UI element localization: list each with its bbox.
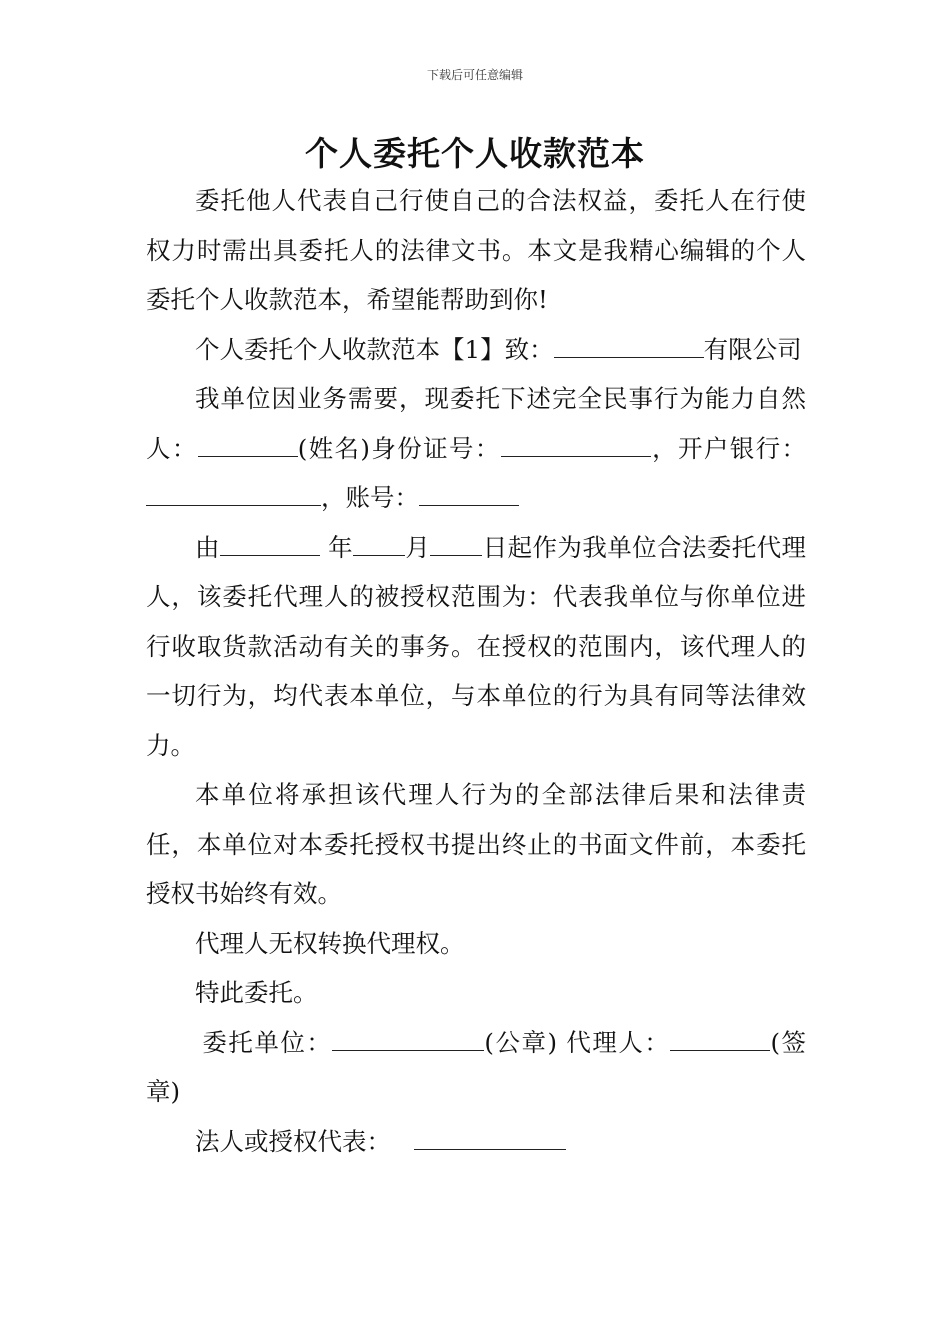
addressee-suffix: 有限公司 [703,334,802,364]
signature-part2: (公章) 代理人： [484,1027,671,1057]
paragraph-addressee [146,325,806,375]
scope-part2: 年 [328,532,354,562]
agent-info-part3: ，开户银行： [650,433,806,463]
paragraph-liability: 本单位将承担该代理人行为的全部法律后果和法律责任，本单位对本委托授权书提出终止的书面文件前，本委托授权书始终有效。 [146,780,806,908]
paragraph-legal-rep [146,1117,806,1167]
agent-name-blank [198,429,298,457]
legal-rep-label: 法人或授权代表： [195,1126,391,1156]
scope-part3: 月 [405,532,431,562]
scope-part4: 日起作为我单位合法委托代理人，该委托代理人的被授权范围为：代表我单位与你单位进行收取货款活动有关的事务。在授权的范围内，该代理人的一切行为，均代表本单位，与本单位的行为具有同等法律效力。 [146,532,807,760]
document-body [146,176,806,1166]
bank-blank [146,478,321,506]
year-blank [220,528,320,556]
paragraph-signatures [146,1018,806,1117]
addressee-prefix: 个人委托个人收款范本【1】致： [195,334,554,364]
signature-part3: (签章) [146,1027,807,1106]
scope-part1: 由 [195,532,220,562]
company-name-blank [554,330,704,358]
document-title: 个人委托个人收款范本 [305,134,645,173]
paragraph-hereby: 特此委托。 [195,978,318,1007]
account-number-blank [419,478,519,506]
header-note: 下载后可任意编辑 [426,68,523,82]
id-number-blank [501,429,651,457]
month-blank [353,528,405,556]
legal-rep-blank [414,1122,566,1150]
agent-signature-blank [670,1023,770,1051]
agent-info-part4: ，账号： [321,483,419,512]
signature-part1: 委托单位： [202,1027,333,1057]
paragraph-no-transfer: 代理人无权转换代理权。 [195,928,465,958]
entrusting-unit-blank [332,1023,484,1051]
agent-info-part1: 我单位因业务需要，现委托下述完全民事行为能力自然人： [146,384,806,463]
intro-paragraph: 委托他人代表自己行使自己的合法权益，委托人在行使权力时需出具委托人的法律文书。本文是我精心编辑的个人委托个人收款范本，希望能帮助到你! [146,186,806,314]
agent-info-part2: (姓名)身份证号： [297,433,501,463]
day-blank [430,528,482,556]
paragraph-authorization-scope [146,523,806,771]
paragraph-agent-info [146,374,806,523]
